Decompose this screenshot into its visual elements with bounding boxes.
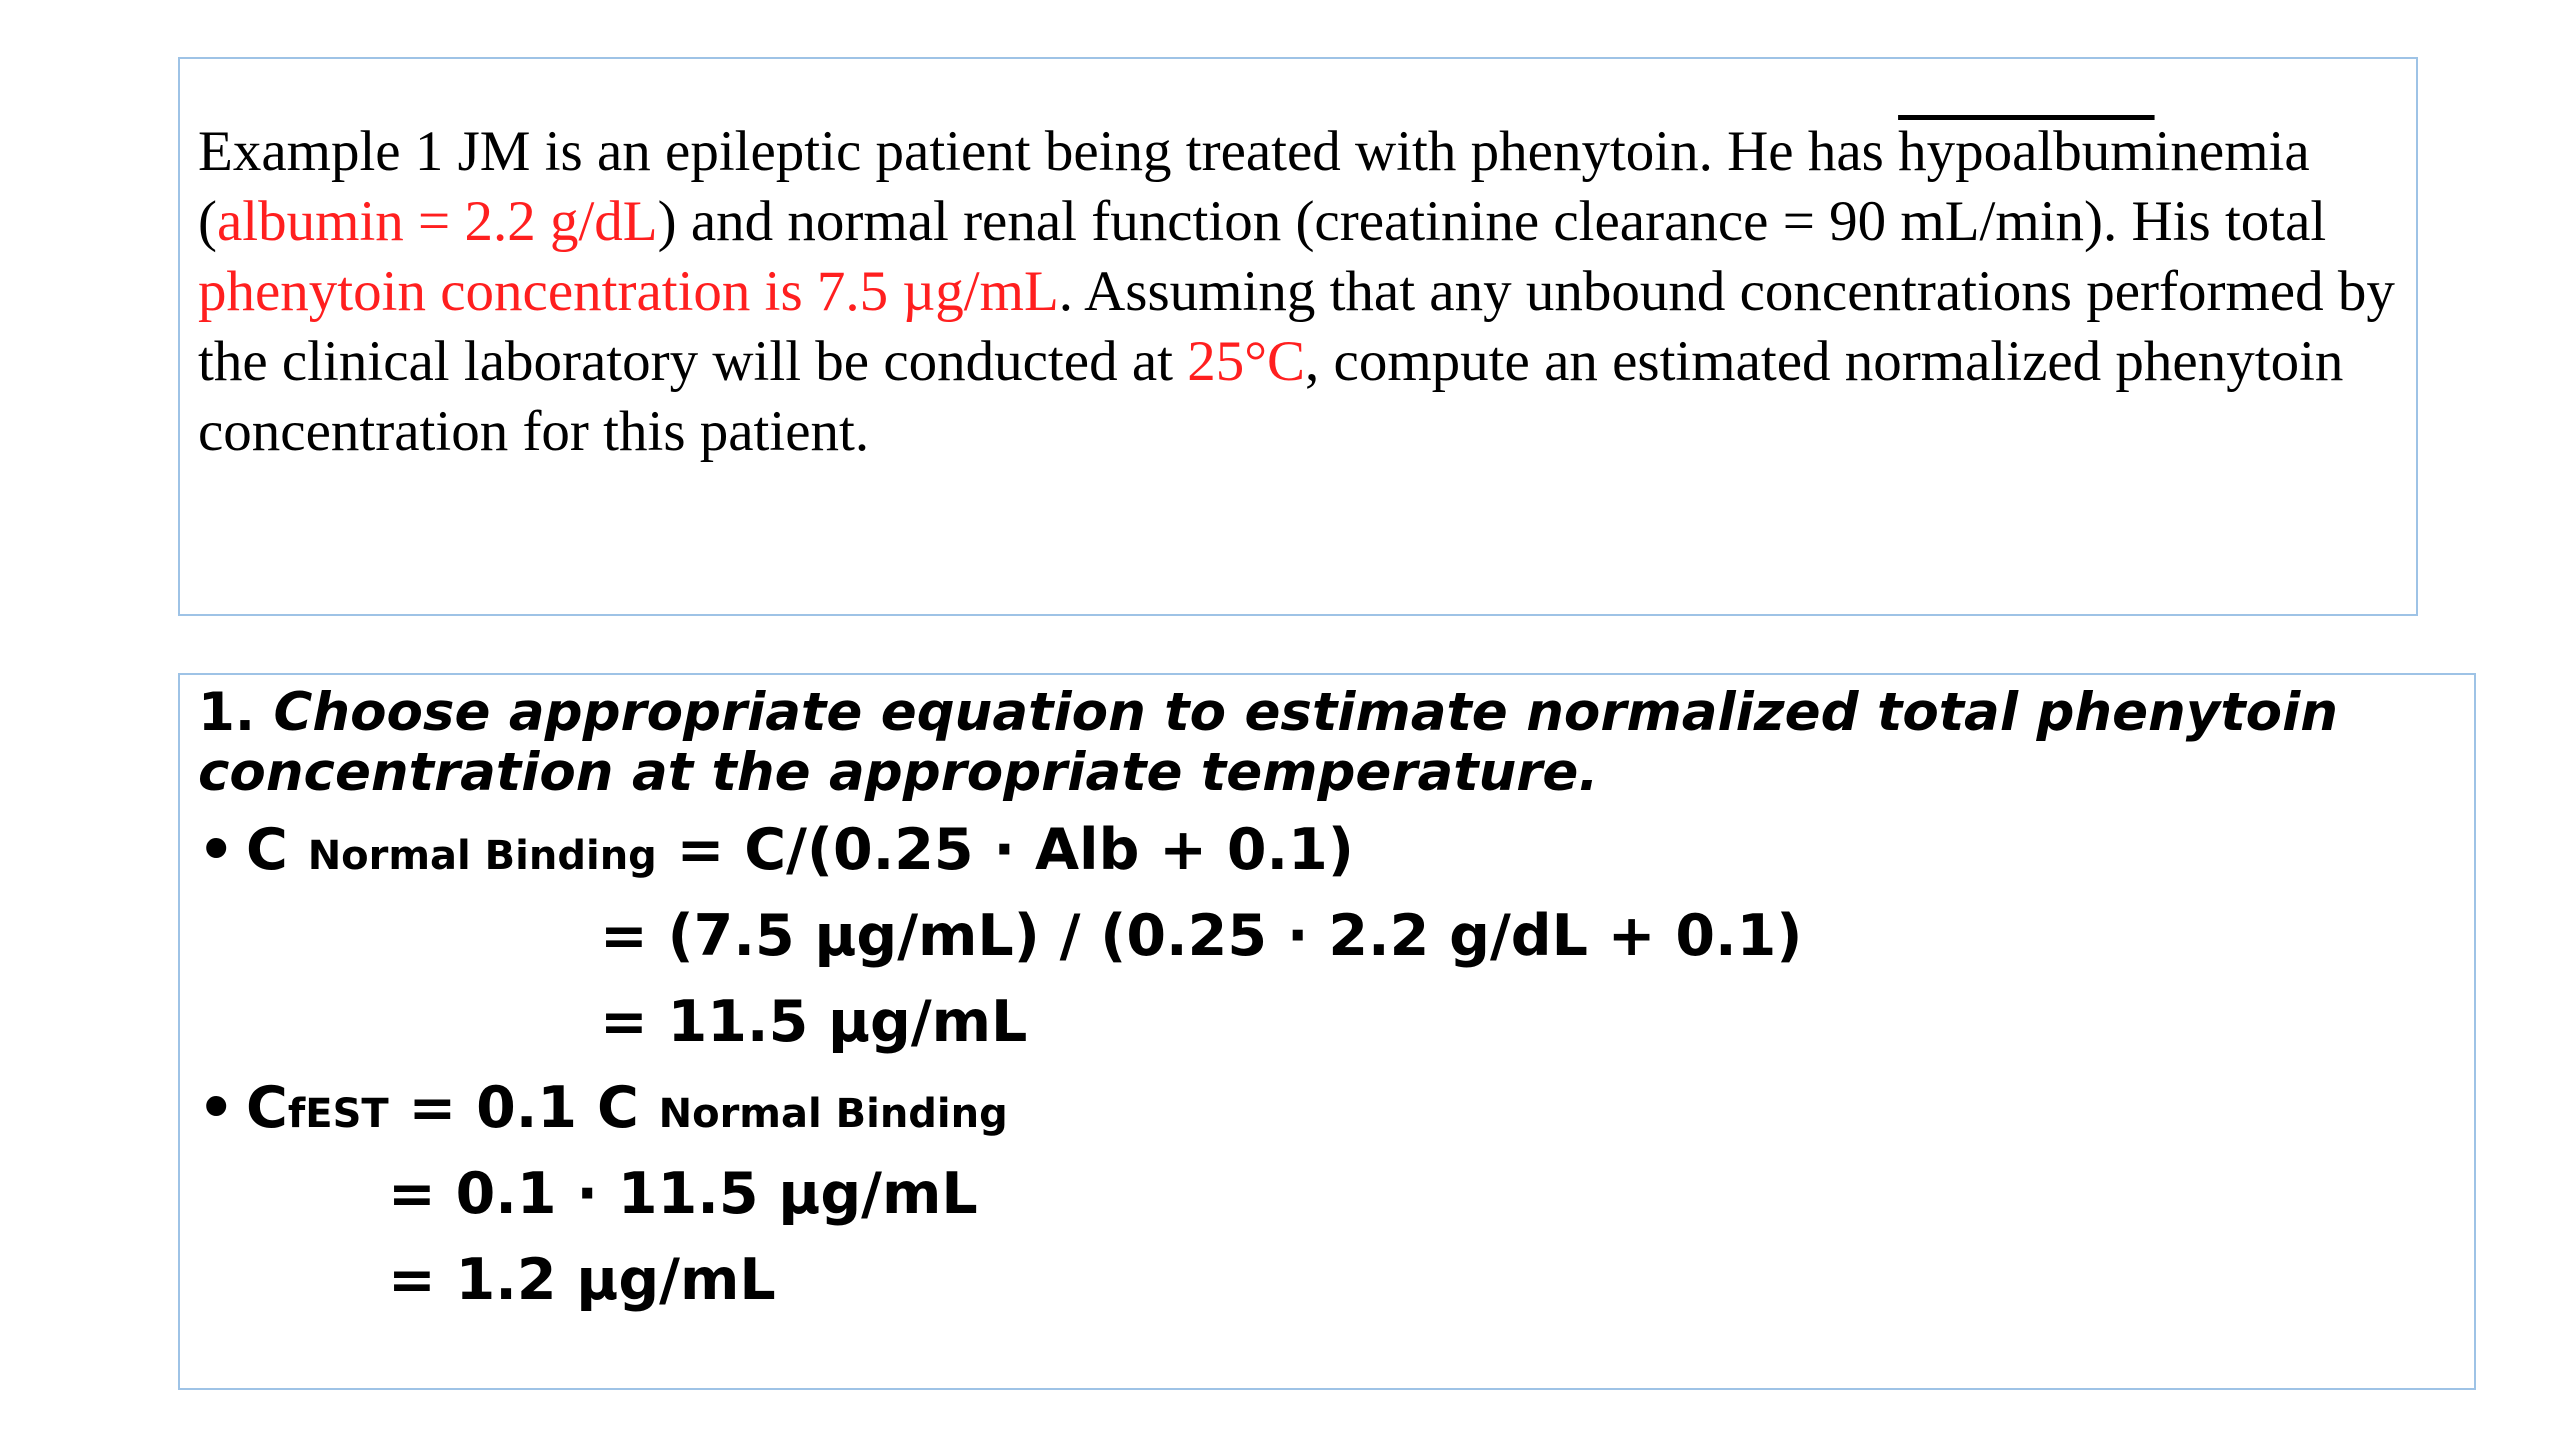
equation-formula: = 0.1 C — [388, 1075, 659, 1141]
step-title-text: Choose appropriate equation to estimate normalized total phenytoin concentration at the appropriate temperature. — [198, 682, 2338, 803]
equation-substitution: = (7.5 µg/mL) / (0.25 · 2.2 g/dL + 0.1) — [600, 903, 1803, 969]
equation-free-estimate — [198, 1073, 1008, 1149]
problem-text-segment: inemia ( — [198, 120, 2310, 253]
equation-subscript: Normal Binding — [307, 833, 657, 879]
equation-symbol: C — [246, 817, 308, 883]
problem-text-segment: ) and normal renal function (creatinine clearance = 90 mL/min). His total — [657, 190, 2327, 253]
equation-free-substitution: = 0.1 · 11.5 µg/mL — [388, 1161, 978, 1227]
equation-free-result: = 1.2 µg/mL — [388, 1247, 776, 1313]
equation-formula: = C/(0.25 · Alb + 0.1) — [656, 817, 1354, 883]
problem-text-segment: , compute an estimated normalized phenytoin concentration for this patient. — [198, 330, 2344, 463]
problem-text — [198, 117, 2398, 467]
step-title — [198, 683, 2448, 803]
equation-symbol: C — [246, 1075, 288, 1141]
solution-box — [178, 673, 2476, 1390]
equation-normal-binding — [198, 815, 1354, 891]
bullet-point: • — [198, 817, 235, 883]
bullet-point: • — [198, 1075, 235, 1141]
equation-result: = 11.5 µg/mL — [600, 989, 1028, 1055]
temperature-highlight: 25°C — [1187, 330, 1306, 393]
problem-statement-box — [178, 57, 2418, 616]
step-number: 1. — [198, 682, 256, 743]
phenytoin-concentration-highlight: phenytoin concentration is 7.5 µg/mL — [198, 260, 1059, 323]
equation-subscript: Normal Binding — [658, 1091, 1008, 1137]
problem-text-segment: . Assuming that any unbound concentrations performed by the clinical laboratory will be conducted at — [198, 260, 2395, 393]
equation-subscript: fEST — [287, 1091, 389, 1137]
problem-overlined-text: hypoalbum — [1898, 120, 2155, 183]
problem-intro-text: Example 1 JM is an epileptic patient being treated with phenytoin. He has — [198, 120, 1899, 183]
albumin-value-highlight: albumin = 2.2 g/dL — [216, 190, 658, 253]
